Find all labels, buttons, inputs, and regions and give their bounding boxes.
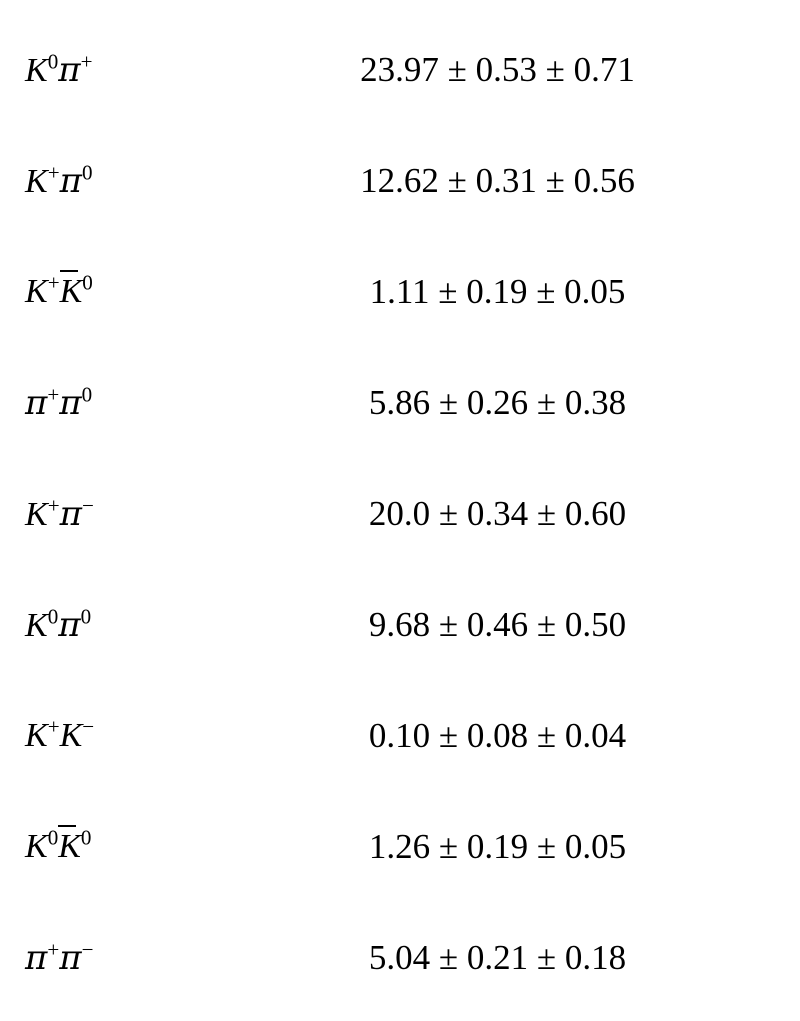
antiparticle-overline	[58, 828, 81, 866]
particle-symbol: K	[25, 716, 48, 754]
particle-symbol: K	[59, 716, 83, 754]
particle-symbol: π	[25, 937, 48, 978]
value-cell: 23.97 ± 0.53 ± 0.71	[360, 49, 635, 89]
particle-symbol: π	[59, 493, 82, 534]
particle-superscript: 0	[80, 825, 92, 850]
decay-mode-cell	[0, 494, 255, 534]
value-cell: 1.11 ± 0.19 ± 0.05	[369, 271, 626, 311]
table-row	[0, 347, 800, 458]
particle-superscript: +	[47, 714, 60, 739]
particle-symbol: K	[25, 51, 48, 89]
particle-superscript: 0	[47, 604, 59, 629]
particle-symbol: π	[58, 604, 81, 645]
table-row	[0, 902, 800, 1013]
value-cell: 20.0 ± 0.34 ± 0.60	[368, 493, 627, 533]
decay-mode-cell	[0, 161, 255, 201]
table-row	[0, 125, 800, 236]
overline-bar	[60, 270, 78, 272]
particle-superscript: 0	[47, 825, 59, 850]
particle-symbol: π	[58, 49, 81, 90]
value-cell: 0.10 ± 0.08 ± 0.04	[368, 715, 627, 755]
particle-superscript: 0	[81, 160, 93, 185]
particle-superscript: +	[47, 382, 60, 407]
particle-symbol: π	[59, 160, 82, 201]
value-cell: 5.04 ± 0.21 ± 0.18	[368, 937, 627, 977]
table-row	[0, 791, 800, 902]
table-row	[0, 680, 800, 791]
decay-mode-cell	[0, 938, 255, 978]
particle-superscript: +	[47, 160, 60, 185]
particle-superscript: +	[47, 270, 60, 295]
particle-symbol: K	[25, 606, 48, 644]
particle-superscript: 0	[47, 49, 59, 74]
decay-mode-cell	[0, 714, 255, 755]
decay-mode-cell	[0, 825, 255, 866]
particle-superscript: 0	[82, 270, 93, 295]
table-row	[0, 458, 800, 569]
value-cell: 5.86 ± 0.26 ± 0.38	[368, 382, 627, 422]
table-row	[0, 236, 800, 347]
value-cell: 9.68 ± 0.46 ± 0.50	[368, 604, 627, 644]
particle-symbol: K	[59, 272, 83, 310]
decay-mode-cell	[0, 50, 255, 90]
antiparticle-overline	[60, 273, 83, 311]
decay-mode-cell	[0, 270, 255, 311]
particle-superscript: +	[80, 49, 93, 74]
decay-mode-cell	[0, 605, 255, 645]
particle-symbol: K	[25, 495, 48, 533]
particle-symbol: π	[25, 382, 48, 423]
value-cell: 1.26 ± 0.19 ± 0.05	[368, 826, 627, 866]
particle-symbol: π	[59, 382, 82, 423]
decay-mode-cell	[0, 383, 255, 423]
table-row	[0, 14, 800, 125]
particle-superscript: −	[81, 937, 94, 962]
particle-symbol: K	[25, 272, 48, 310]
particle-superscript: 0	[80, 604, 92, 629]
particle-superscript: 0	[81, 382, 93, 407]
particle-symbol: π	[59, 937, 82, 978]
table-row	[0, 569, 800, 680]
particle-superscript: +	[47, 937, 60, 962]
overline-bar	[58, 825, 76, 827]
particle-symbol: K	[25, 162, 48, 200]
particle-symbol: K	[25, 827, 48, 865]
particle-superscript: −	[82, 714, 95, 739]
particle-superscript: +	[47, 493, 60, 518]
value-cell: 12.62 ± 0.31 ± 0.56	[360, 160, 635, 200]
particle-superscript: −	[81, 493, 94, 518]
particle-symbol: K	[58, 827, 81, 865]
